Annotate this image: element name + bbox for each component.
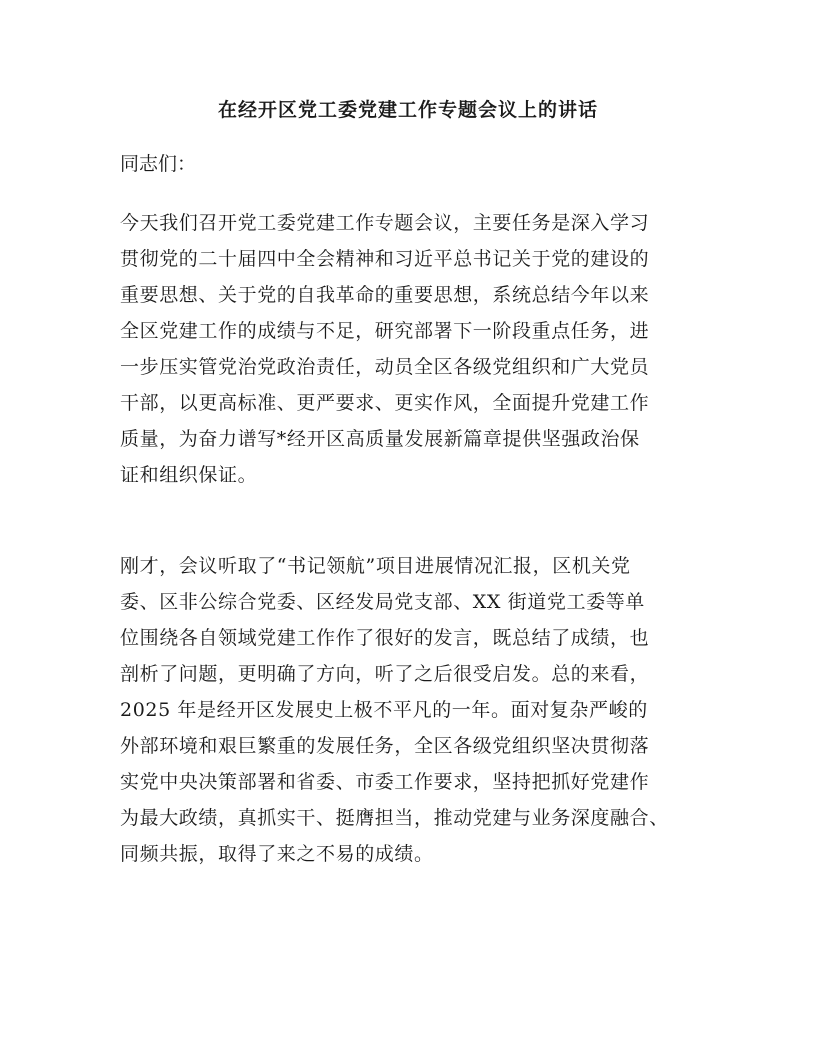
paragraph-line: 委、区非公综合党委、区经发局党支部、XX 街道党工委等单 — [120, 591, 645, 613]
paragraph-line: 干部，以更高标准、更严要求、更实作风，全面提升党建工作 — [120, 392, 650, 414]
paragraph-line: 剖析了问题，更明确了方向，听了之后很受启发。总的来看， — [120, 663, 650, 685]
paragraph-line: 质量，为奋力谱写*经开区高质量发展新篇章提供坚强政治保 — [120, 428, 640, 450]
paragraph-line: 2025 年是经开区发展史上极不平凡的一年。面对复杂严峻的 — [120, 699, 648, 721]
paragraph-line: 证和组织保证。 — [120, 464, 258, 486]
paragraph-line: 刚才，会议听取了“书记领航”项目进展情况汇报，区机关党 — [120, 555, 631, 577]
paragraph-line: 今天我们召开党工委党建工作专题会议，主要任务是深入学习 — [120, 212, 650, 234]
paragraph-line: 实党中央决策部署和省委、市委工作要求，坚持把抓好党建作 — [120, 771, 650, 793]
paragraph-line: 为最大政绩，真抓实干、挺膺担当，推动党建与业务深度融合、 — [120, 807, 669, 829]
paragraph-2 — [120, 548, 720, 872]
paragraph-line: 同频共振，取得了来之不易的成绩。 — [120, 843, 434, 865]
paragraph-line: 一步压实管党治党政治责任，动员全区各级党组织和广大党员 — [120, 356, 650, 378]
document-title: 在经开区党工委党建工作专题会议上的讲话 — [217, 99, 598, 121]
paragraph-line: 外部环境和艰巨繁重的发展任务，全区各级党组织坚决贯彻落 — [120, 735, 650, 757]
paragraph-1 — [120, 205, 720, 493]
paragraph-line: 贯彻党的二十届四中全会精神和习近平总书记关于党的建设的 — [120, 248, 650, 270]
paragraph-line: 重要思想、关于党的自我革命的重要思想，系统总结今年以来 — [120, 284, 650, 306]
paragraph-line: 位围绕各自领域党建工作作了很好的发言，既总结了成绩，也 — [120, 627, 650, 649]
paragraph-line: 全区党建工作的成绩与不足，研究部署下一阶段重点任务，进 — [120, 320, 650, 342]
greeting: 同志们： — [120, 153, 197, 175]
